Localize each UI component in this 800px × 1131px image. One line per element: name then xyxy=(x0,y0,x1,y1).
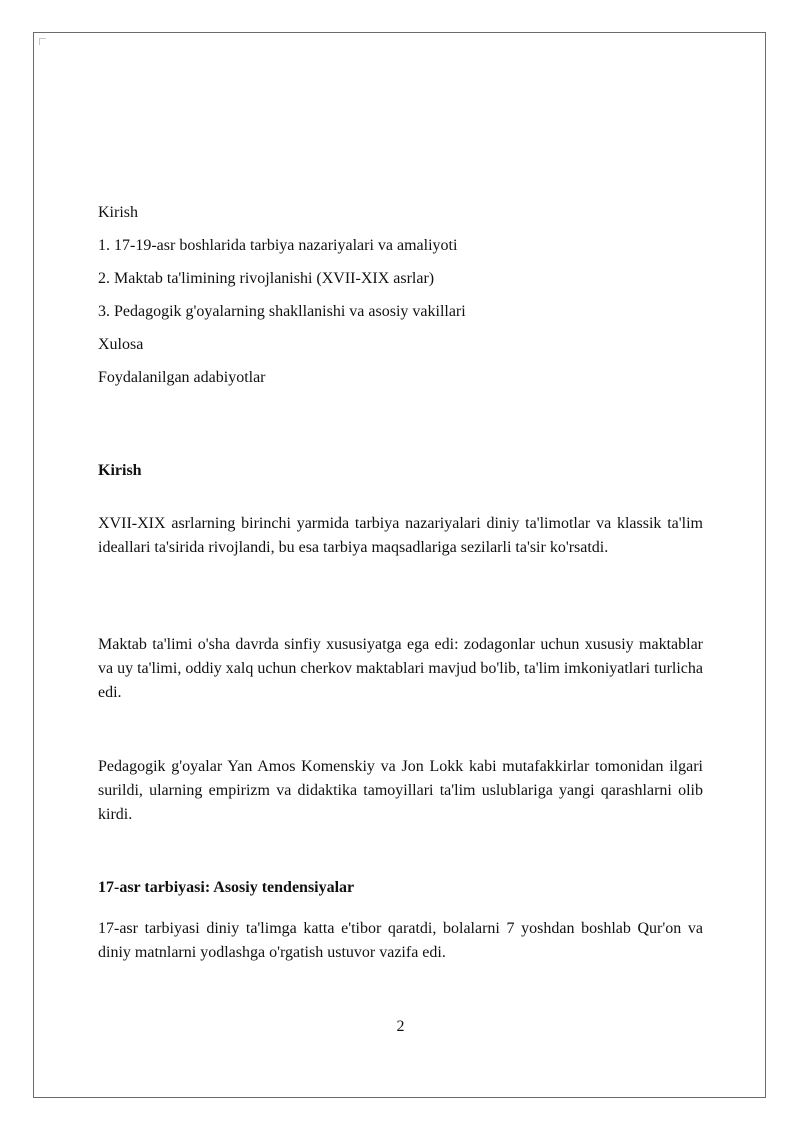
page-corner-mark xyxy=(39,38,46,45)
page-number: 2 xyxy=(396,1018,405,1035)
toc-item-1: 1. 17-19-asr boshlarida tarbiya nazariyalari va amaliyoti xyxy=(98,237,458,254)
section-17-paragraph: 17-asr tarbiyasi diniy ta'limga katta e'tibor qaratdi, bolalarni 7 yoshdan boshlab Qur'on va diniy matnlarni yodlashga o'rgatish ustuvor vazifa edi. xyxy=(98,920,703,961)
toc-item-3: 3. Pedagogik g'oyalarning shakllanishi va asosiy vakillari xyxy=(98,303,466,320)
section-17-heading: 17-asr tarbiyasi: Asosiy tendensiyalar xyxy=(98,879,355,896)
intro-paragraph-2: Maktab ta'limi o'sha davrda sinfiy xususiyatga ega edi: zodagonlar uchun xususiy maktablar va uy ta'limi, oddiy xalq uchun cherkov maktablari mavjud bo'lib, ta'lim imkoniyatlari turlicha edi. xyxy=(98,636,703,701)
document-page xyxy=(33,32,766,1098)
intro-heading: Kirish xyxy=(98,462,142,479)
toc-item-intro: Kirish xyxy=(98,204,138,221)
toc-item-2: 2. Maktab ta'limining rivojlanishi (XVII-XIX asrlar) xyxy=(98,270,435,287)
intro-paragraph-1: XVII-XIX asrlarning birinchi yarmida tarbiya nazariyalari diniy ta'limotlar va klassik ta'lim ideallari ta'sirida rivojlandi, bu esa tarbiya maqsadlariga sezilarli ta'sir ko'rsatdi. xyxy=(98,515,703,556)
intro-paragraph-3: Pedagogik g'oyalar Yan Amos Komenskiy va Jon Lokk kabi mutafakkirlar tomonidan ilgari surildi, ularning empirizm va didaktika tamoyillari ta'lim uslublariga yangi qarashlarni olib kirdi. xyxy=(98,758,703,823)
toc-item-references: Foydalanilgan adabiyotlar xyxy=(98,369,266,386)
toc-item-conclusion: Xulosa xyxy=(98,336,144,353)
table-of-contents xyxy=(98,201,704,399)
